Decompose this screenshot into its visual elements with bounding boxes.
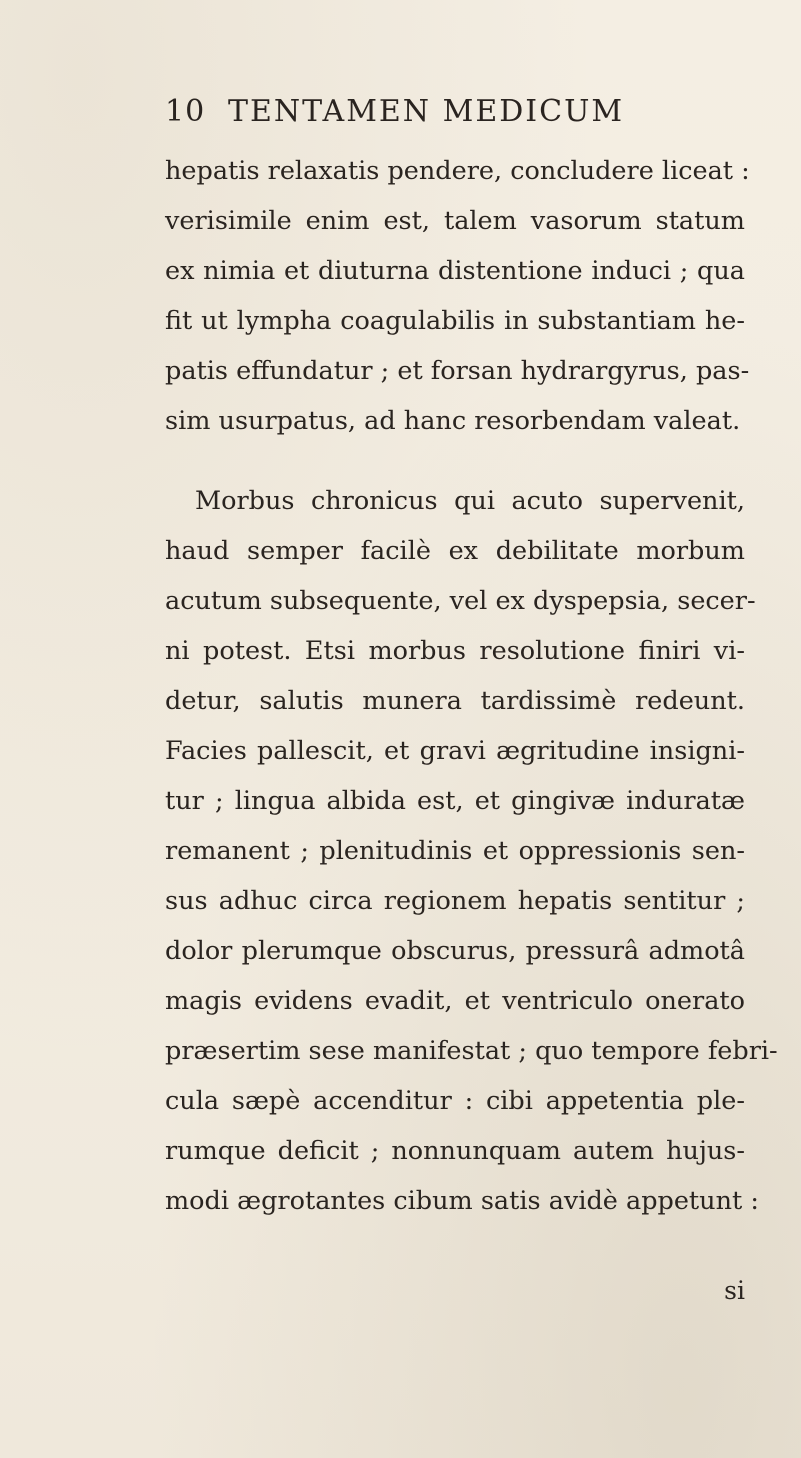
text-line: patis effundatur ; et forsan hydrargyrus, pas-: [165, 356, 750, 386]
text-line: haud semper facilè ex debilitate morbum: [165, 536, 745, 566]
body-text: [165, 146, 778, 1226]
text-line: ni potest. Etsi morbus resolutione finiri vi-: [165, 636, 745, 666]
text-line: verisimile enim est, talem vasorum statum: [165, 206, 745, 236]
page-number: 10: [165, 94, 206, 129]
text-line: præsertim sese manifestat ; quo tempore febri-: [165, 1036, 778, 1066]
text-line: sim usurpatus, ad hanc resorbendam valeat.: [165, 406, 741, 436]
text-line: fit ut lympha coagulabilis in substantiam he-: [165, 306, 745, 336]
text-line: detur, salutis munera tardissimè redeunt.: [165, 686, 745, 716]
text-line: remanent ; plenitudinis et oppressionis sen-: [165, 836, 745, 866]
paragraph-gap: [165, 446, 745, 476]
text-line: rumque deficit ; nonnunquam autem hujus-: [165, 1136, 745, 1166]
text-line: hepatis relaxatis pendere, concludere liceat :: [165, 156, 750, 186]
paragraph: [165, 146, 750, 446]
text-line: cula sæpè accenditur : cibi appetentia ple-: [165, 1086, 745, 1116]
text-line: ex nimia et diuturna distentione induci ; qua: [165, 256, 745, 286]
page-header: [0, 88, 801, 128]
text-line: Morbus chronicus qui acuto supervenit,: [195, 486, 745, 516]
paragraph: [165, 476, 778, 1226]
text-line: modi ægrotantes cibum satis avidè appetunt :: [165, 1186, 759, 1216]
running-title: TENTAMEN MEDICUM: [228, 94, 625, 129]
text-line: sus adhuc circa regionem hepatis sentitur ;: [165, 886, 745, 916]
text-line: dolor plerumque obscurus, pressurâ admotâ: [165, 936, 745, 966]
catchword-row: [165, 1266, 745, 1316]
text-line: acutum subsequente, vel ex dyspepsia, secer-: [165, 586, 756, 616]
text-line: Facies pallescit, et gravi ægritudine insigni-: [165, 736, 745, 766]
catchword: si: [724, 1276, 745, 1305]
text-line: magis evidens evadit, et ventriculo onerato: [165, 986, 745, 1016]
text-line: tur ; lingua albida est, et gingivæ induratæ: [165, 786, 745, 816]
